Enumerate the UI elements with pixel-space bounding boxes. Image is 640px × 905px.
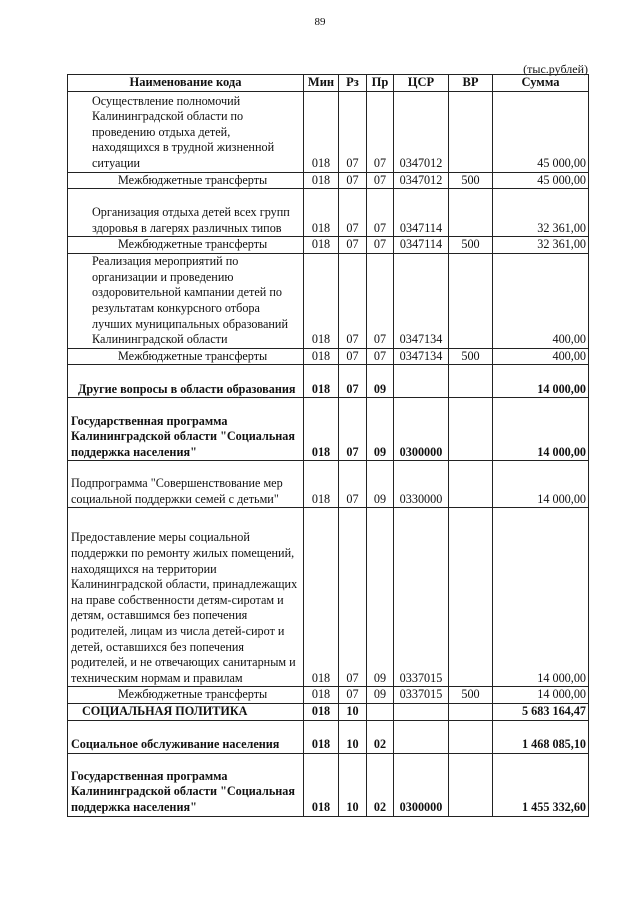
row-min: 018 <box>304 189 339 237</box>
col-header-sum: Сумма <box>493 75 589 92</box>
row-rz: 07 <box>339 348 367 365</box>
row-rz: 07 <box>339 172 367 189</box>
row-pr <box>367 703 394 720</box>
row-name: Межбюджетные трансферты <box>68 348 304 365</box>
row-min: 018 <box>304 687 339 704</box>
row-name: Другие вопросы в области образования <box>68 365 304 398</box>
row-vr <box>449 91 493 172</box>
row-rz: 07 <box>339 687 367 704</box>
row-csr: 0300000 <box>394 398 449 461</box>
row-vr <box>449 703 493 720</box>
row-name: СОЦИАЛЬНАЯ ПОЛИТИКА <box>68 703 304 720</box>
row-sum: 14 000,00 <box>493 398 589 461</box>
table-row <box>68 172 589 189</box>
row-name: Предоставление меры социальной поддержки по ремонту жилых помещений, находящихся на территории Калининградской области, принадлежащих на праве собственности детям-сиротам и детям, оставшимся без попечения родителей, лицам из числа детей-сирот и детей, оставшихся без попечения родителей, и не отвечающих санитарным и техническим нормам и правилам <box>68 508 304 687</box>
row-csr: 0347012 <box>394 91 449 172</box>
row-sum: 400,00 <box>493 348 589 365</box>
row-min: 018 <box>304 365 339 398</box>
row-min: 018 <box>304 461 339 508</box>
row-sum: 5 683 164,47 <box>493 703 589 720</box>
page-number: 89 <box>314 16 326 28</box>
col-header-min: Мин <box>304 75 339 92</box>
col-header-name: Наименование кода <box>68 75 304 92</box>
row-rz: 07 <box>339 508 367 687</box>
table-row <box>68 365 589 398</box>
row-name: Межбюджетные трансферты <box>68 687 304 704</box>
row-pr: 09 <box>367 508 394 687</box>
row-pr: 02 <box>367 753 394 816</box>
row-name: Реализация мероприятий по организации и проведению оздоровительной кампании детей по результатам конкурсного отбора лучших муниципальных образований Калининградской области <box>68 253 304 348</box>
row-pr: 09 <box>367 398 394 461</box>
table-row <box>68 398 589 461</box>
row-vr <box>449 508 493 687</box>
row-csr: 0337015 <box>394 508 449 687</box>
row-pr: 07 <box>367 348 394 365</box>
col-header-rz: Рз <box>339 75 367 92</box>
row-vr: 500 <box>449 237 493 254</box>
row-pr: 09 <box>367 365 394 398</box>
row-pr: 07 <box>367 91 394 172</box>
row-csr: 0300000 <box>394 753 449 816</box>
row-min: 018 <box>304 172 339 189</box>
row-vr <box>449 253 493 348</box>
row-sum: 400,00 <box>493 253 589 348</box>
table-row <box>68 687 589 704</box>
table-row <box>68 703 589 720</box>
row-csr: 0347114 <box>394 189 449 237</box>
row-rz: 07 <box>339 189 367 237</box>
row-pr: 02 <box>367 720 394 753</box>
table-row <box>68 189 589 237</box>
table-row <box>68 508 589 687</box>
table-row <box>68 237 589 254</box>
row-min: 018 <box>304 91 339 172</box>
row-vr <box>449 720 493 753</box>
col-header-vr: ВР <box>449 75 493 92</box>
row-min: 018 <box>304 253 339 348</box>
row-rz: 07 <box>339 237 367 254</box>
table-row <box>68 348 589 365</box>
row-sum: 14 000,00 <box>493 508 589 687</box>
row-sum: 14 000,00 <box>493 687 589 704</box>
row-csr: 0347134 <box>394 253 449 348</box>
row-sum: 1 455 332,60 <box>493 753 589 816</box>
table-row <box>68 91 589 172</box>
row-min: 018 <box>304 398 339 461</box>
table-header-row <box>68 75 589 92</box>
row-pr: 07 <box>367 189 394 237</box>
table-row <box>68 720 589 753</box>
row-vr: 500 <box>449 687 493 704</box>
row-rz: 10 <box>339 720 367 753</box>
row-vr: 500 <box>449 348 493 365</box>
row-sum: 1 468 085,10 <box>493 720 589 753</box>
row-sum: 14 000,00 <box>493 461 589 508</box>
row-name: Организация отдыха детей всех групп здоровья в лагерях различных типов <box>68 189 304 237</box>
row-vr <box>449 461 493 508</box>
row-rz: 07 <box>339 461 367 508</box>
row-min: 018 <box>304 720 339 753</box>
row-csr <box>394 720 449 753</box>
row-rz: 07 <box>339 398 367 461</box>
row-name: Государственная программа Калининградской области "Социальная поддержка населения" <box>68 753 304 816</box>
row-sum: 45 000,00 <box>493 172 589 189</box>
row-csr: 0347134 <box>394 348 449 365</box>
row-csr: 0347012 <box>394 172 449 189</box>
units-label: (тыс.рублей) <box>523 62 588 76</box>
row-pr: 09 <box>367 687 394 704</box>
row-rz: 10 <box>339 703 367 720</box>
row-name: Государственная программа Калининградской области "Социальная поддержка населения" <box>68 398 304 461</box>
row-rz: 07 <box>339 91 367 172</box>
row-name: Межбюджетные трансферты <box>68 237 304 254</box>
row-rz: 10 <box>339 753 367 816</box>
row-sum: 45 000,00 <box>493 91 589 172</box>
row-min: 018 <box>304 753 339 816</box>
row-vr <box>449 398 493 461</box>
row-name: Межбюджетные трансферты <box>68 172 304 189</box>
budget-table <box>67 74 589 817</box>
row-name: Социальное обслуживание населения <box>68 720 304 753</box>
row-pr: 07 <box>367 253 394 348</box>
row-rz: 07 <box>339 365 367 398</box>
row-csr: 0337015 <box>394 687 449 704</box>
row-csr: 0347114 <box>394 237 449 254</box>
row-pr: 07 <box>367 172 394 189</box>
row-name: Подпрограмма "Совершенствование мер социальной поддержки семей с детьми" <box>68 461 304 508</box>
row-name: Осуществление полномочий Калининградской области по проведению отдыха детей, находящихся в трудной жизненной ситуации <box>68 91 304 172</box>
col-header-csr: ЦСР <box>394 75 449 92</box>
col-header-pr: Пр <box>367 75 394 92</box>
table-row <box>68 461 589 508</box>
row-sum: 14 000,00 <box>493 365 589 398</box>
row-pr: 09 <box>367 461 394 508</box>
row-vr <box>449 753 493 816</box>
row-rz: 07 <box>339 253 367 348</box>
row-sum: 32 361,00 <box>493 237 589 254</box>
row-csr <box>394 703 449 720</box>
row-pr: 07 <box>367 237 394 254</box>
row-csr: 0330000 <box>394 461 449 508</box>
row-min: 018 <box>304 703 339 720</box>
row-min: 018 <box>304 348 339 365</box>
table-row <box>68 753 589 816</box>
table-row <box>68 253 589 348</box>
row-min: 018 <box>304 508 339 687</box>
row-vr <box>449 189 493 237</box>
row-vr <box>449 365 493 398</box>
row-sum: 32 361,00 <box>493 189 589 237</box>
row-min: 018 <box>304 237 339 254</box>
row-vr: 500 <box>449 172 493 189</box>
row-csr <box>394 365 449 398</box>
